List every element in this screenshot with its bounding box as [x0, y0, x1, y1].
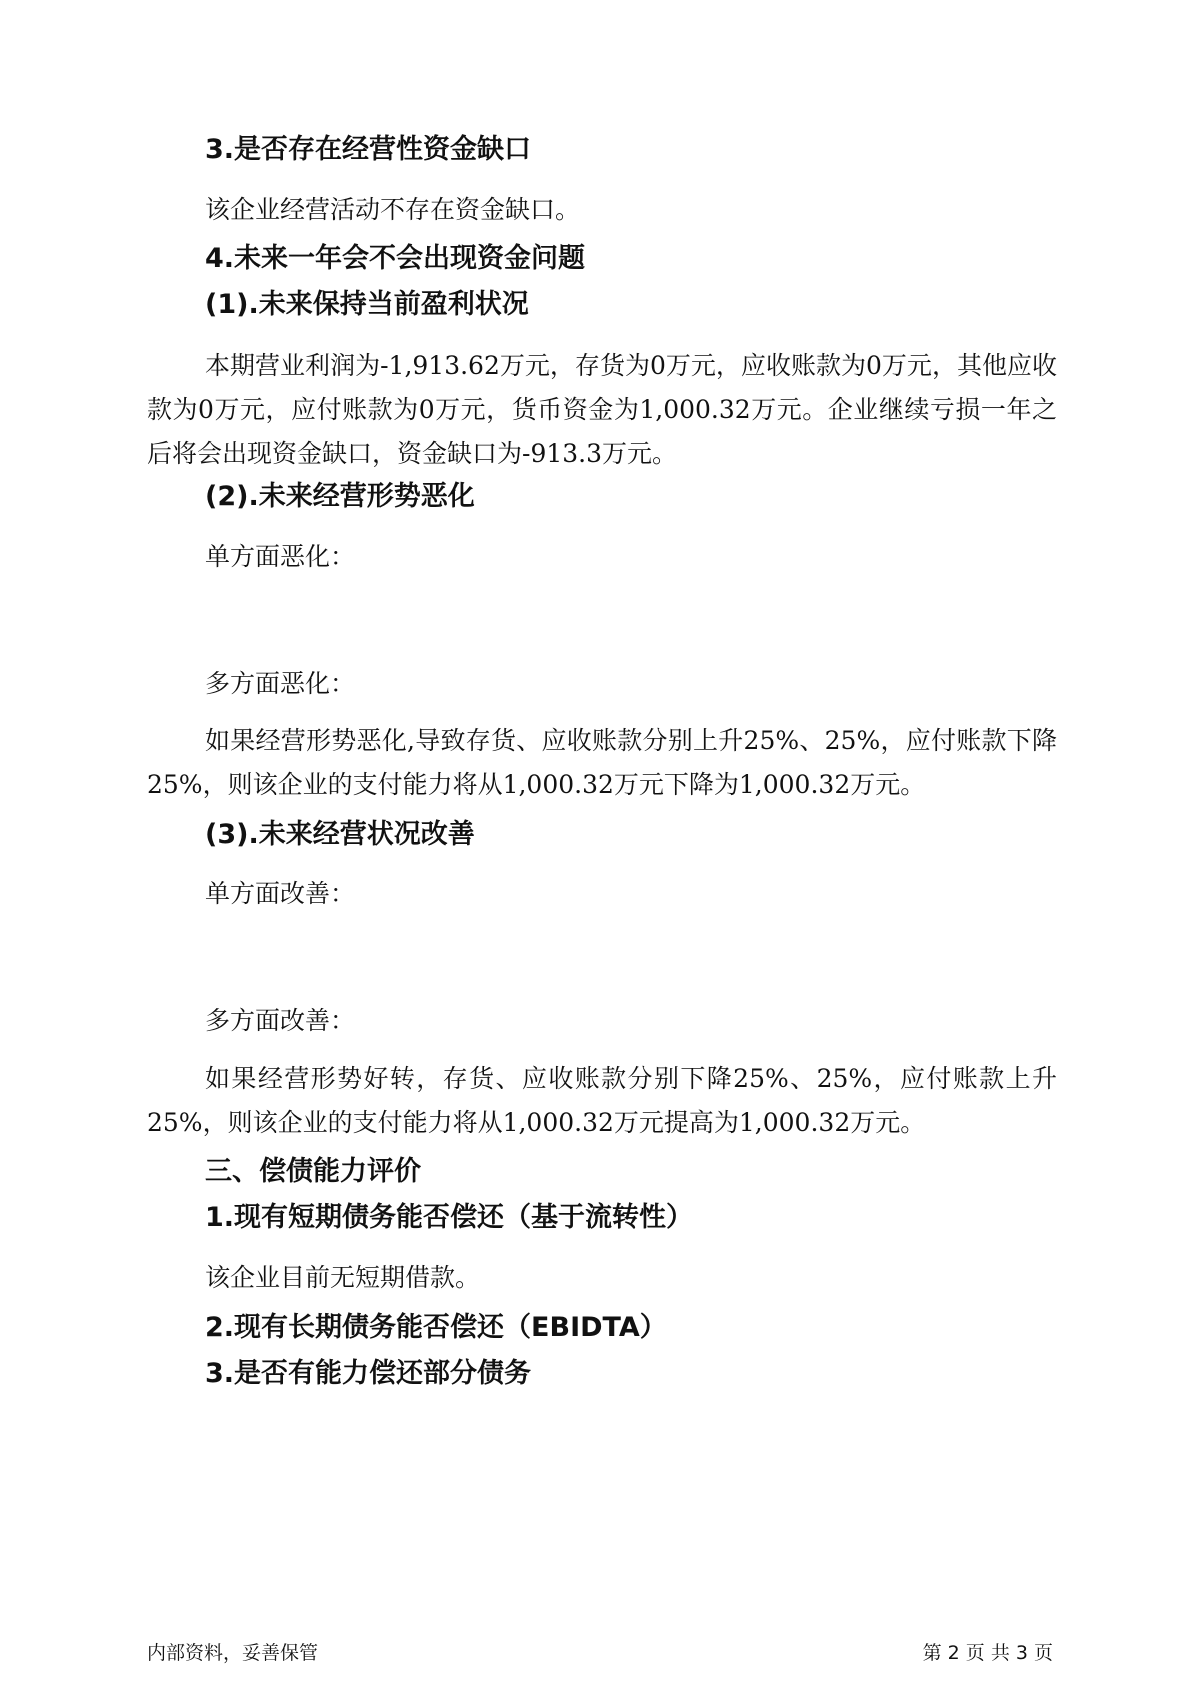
paragraph-capital-gap: 该企业经营活动不存在资金缺口。: [205, 195, 581, 224]
label-multi-worsen: 多方面恶化：: [205, 669, 356, 698]
section-heading-next-year: 4.未来一年会不会出现资金问题: [205, 243, 586, 274]
footer-confidential-note: 内部资料，妥善保管: [147, 1642, 319, 1664]
paragraph-improve: 如果经营形势好转，存货、应收账款分别下降25%、25%，应付账款上升25%，则该企业的支付能力将从1,000.32万元提高为1,000.32万元。: [147, 1064, 1057, 1137]
section-heading-solvency: 三、偿债能力评价: [205, 1156, 421, 1187]
label-single-worsen: 单方面恶化：: [205, 542, 356, 571]
subheading-partial-repay: 3.是否有能力偿还部分债务: [205, 1358, 532, 1389]
subheading-long-term-debt: 2.现有长期债务能否偿还（EBIDTA）: [205, 1312, 667, 1343]
paragraph-worsen: 如果经营形势恶化,导致存货、应收账款分别上升25%、25%，应付账款下降25%，则该企业的支付能力将从1,000.32万元下降为1,000.32万元。: [147, 726, 1057, 799]
subheading-worsen: (2).未来经营形势恶化: [205, 481, 475, 512]
label-multi-improve: 多方面改善：: [205, 1006, 356, 1035]
section-heading-capital-gap: 3.是否存在经营性资金缺口: [205, 134, 532, 165]
paragraph-keep-profit: 本期营业利润为-1,913.62万元，存货为0万元，应收账款为0万元，其他应收款为0万元，应付账款为0万元，货币资金为1,000.32万元。企业继续亏损一年之后将会出现资金缺口，资金缺口为-913.3万元。: [147, 351, 1057, 468]
paragraph-short-term-debt: 该企业目前无短期借款。: [205, 1263, 481, 1292]
footer-page-number: 第 2 页 共 3 页: [922, 1642, 1053, 1664]
subheading-short-term-debt: 1.现有短期债务能否偿还（基于流转性）: [205, 1202, 694, 1233]
subheading-keep-profit: (1).未来保持当前盈利状况: [205, 289, 529, 320]
subheading-improve: (3).未来经营状况改善: [205, 819, 475, 850]
label-single-improve: 单方面改善：: [205, 879, 356, 908]
